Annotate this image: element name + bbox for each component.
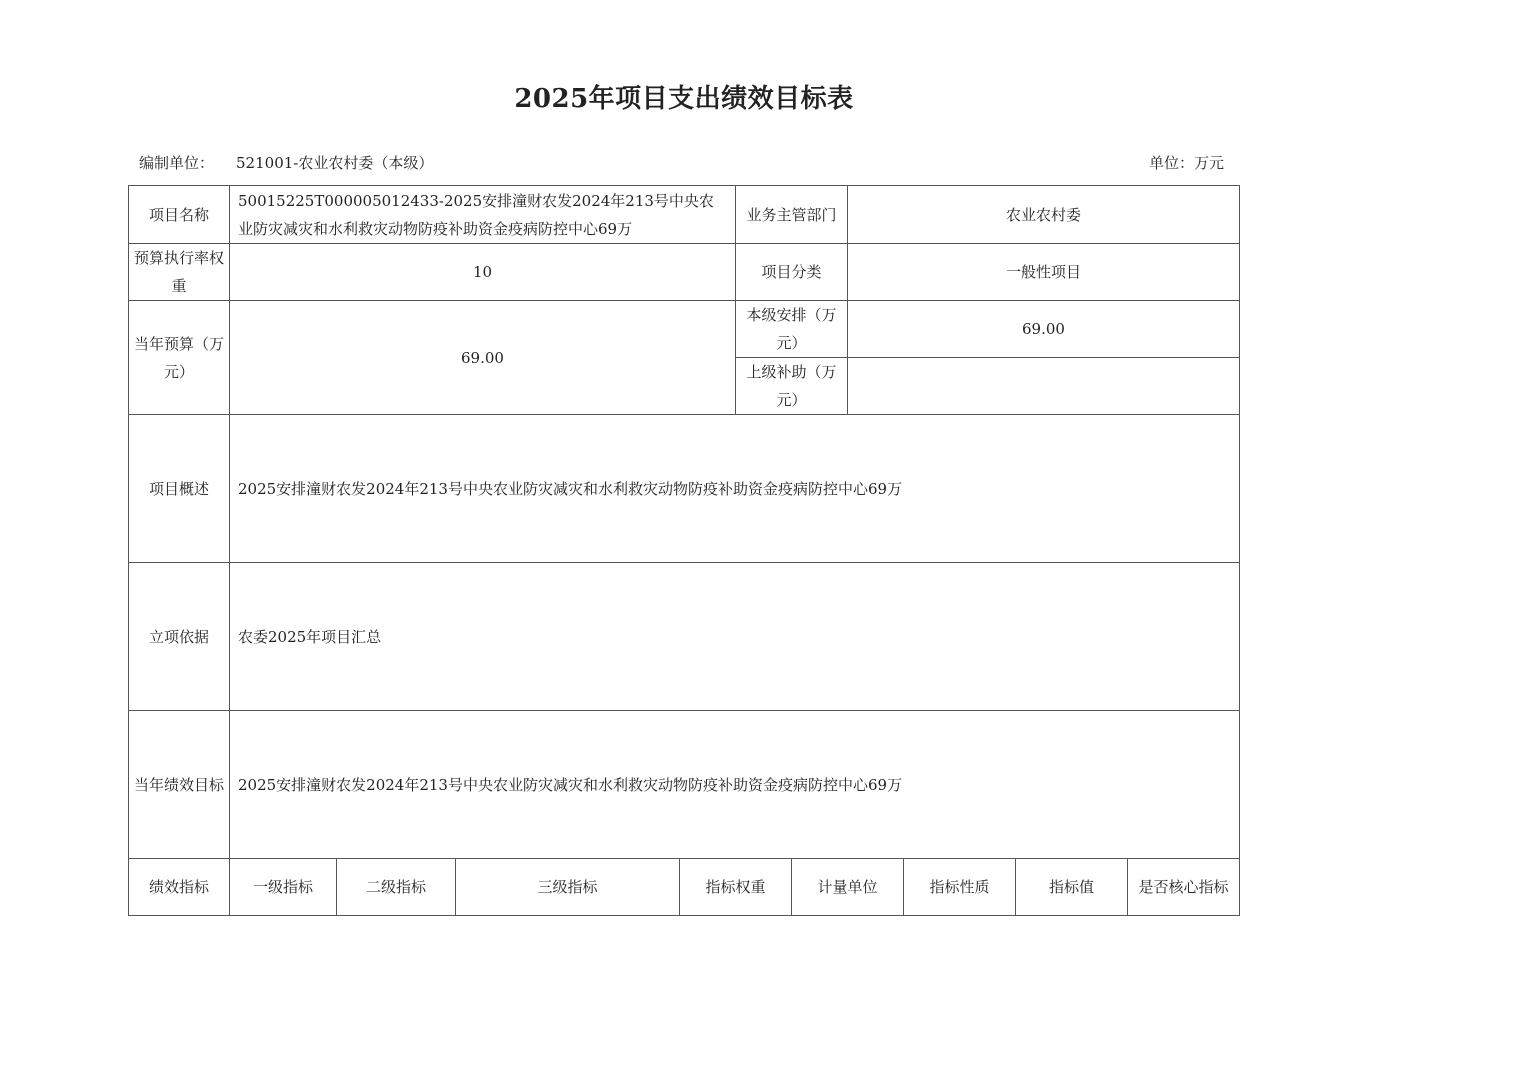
org-value: 521001-农业农村委（本级） xyxy=(236,154,434,172)
org-info xyxy=(139,152,433,173)
dept-value: 农业农村委 xyxy=(848,186,1240,244)
budget-value: 69.00 xyxy=(230,301,736,415)
budget-label: 当年预算（万元） xyxy=(129,301,230,415)
org-label: 编制单位： xyxy=(139,154,215,172)
table-row-exec-rate xyxy=(129,244,1240,301)
table-row-budget-local xyxy=(129,301,1240,358)
local-value: 69.00 xyxy=(848,301,1240,358)
upper-label: 上级补助（万元） xyxy=(736,358,848,415)
indicator-value-header: 指标值 xyxy=(1016,859,1128,916)
goal-label: 当年绩效目标 xyxy=(129,711,230,859)
project-name-value: 50015225T000005012433-2025安排潼财农发2024年213号中央农业防灾减灾和水利救灾动物防疫补助资金疫病防控中心69万 xyxy=(230,186,736,244)
basis-label: 立项依据 xyxy=(129,563,230,711)
indicator-label: 绩效指标 xyxy=(129,859,230,916)
indicator-unit-header: 计量单位 xyxy=(792,859,904,916)
page-title: 2025年项目支出绩效目标表 xyxy=(514,84,854,114)
exec-rate-value: 10 xyxy=(230,244,736,301)
overview-label: 项目概述 xyxy=(129,415,230,563)
dept-label: 业务主管部门 xyxy=(736,186,848,244)
unit-label: 单位：万元 xyxy=(1149,154,1225,172)
table-row-project-name xyxy=(129,186,1240,244)
overview-value: 2025安排潼财农发2024年213号中央农业防灾减灾和水利救灾动物防疫补助资金疫病防控中心69万 xyxy=(230,415,1240,563)
exec-rate-label: 预算执行率权重 xyxy=(129,244,230,301)
table-row-indicator-header xyxy=(129,859,1240,916)
project-name-label: 项目名称 xyxy=(129,186,230,244)
indicator-level2-header: 二级指标 xyxy=(337,859,456,916)
basis-value: 农委2025年项目汇总 xyxy=(230,563,1240,711)
table-row-goal xyxy=(129,711,1240,859)
upper-value xyxy=(848,358,1240,415)
indicator-nature-header: 指标性质 xyxy=(904,859,1016,916)
indicator-level1-header: 一级指标 xyxy=(230,859,337,916)
category-label: 项目分类 xyxy=(736,244,848,301)
table-row-overview xyxy=(129,415,1240,563)
performance-target-table xyxy=(128,185,1240,916)
category-value: 一般性项目 xyxy=(848,244,1240,301)
indicator-level3-header: 三级指标 xyxy=(456,859,680,916)
indicator-core-header: 是否核心指标 xyxy=(1128,859,1240,916)
indicator-weight-header: 指标权重 xyxy=(680,859,792,916)
local-label: 本级安排（万元） xyxy=(736,301,848,358)
table-row-basis xyxy=(129,563,1240,711)
goal-value: 2025安排潼财农发2024年213号中央农业防灾减灾和水利救灾动物防疫补助资金疫病防控中心69万 xyxy=(230,711,1240,859)
